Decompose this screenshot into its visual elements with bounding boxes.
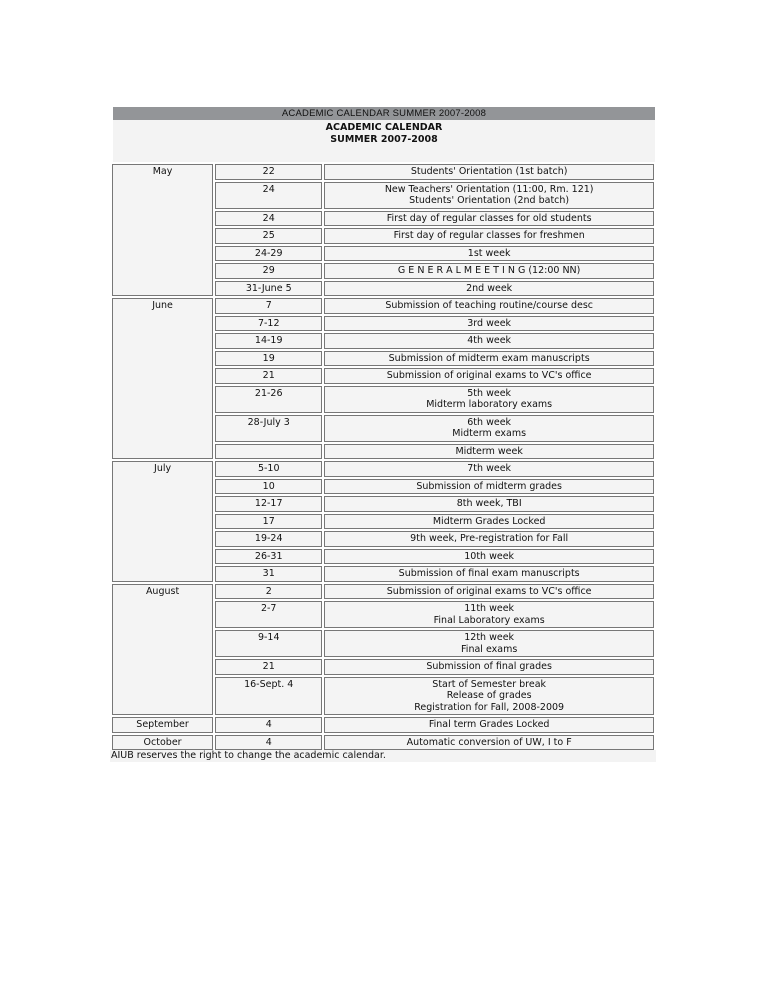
event-cell bbox=[324, 228, 654, 244]
disclaimer-note: AIUB reserves the right to change the academic calendar. bbox=[110, 750, 656, 762]
event-line: 9th week, Pre-registration for Fall bbox=[410, 533, 569, 544]
event-cell bbox=[324, 246, 654, 262]
event-line: Students' Orientation (1st batch) bbox=[410, 166, 568, 177]
event-cell bbox=[324, 351, 654, 367]
event-line: First day of regular classes for freshmen bbox=[393, 230, 585, 241]
event-line: 3rd week bbox=[467, 317, 512, 329]
event-cell bbox=[324, 368, 654, 384]
date-cell: 21 bbox=[215, 368, 322, 384]
event-line: Submission of midterm exam manuscripts bbox=[388, 352, 590, 364]
date-cell: 19-24 bbox=[215, 531, 322, 547]
event-line: Submission of teaching routine/course desc bbox=[385, 300, 593, 311]
event-line: 12th week bbox=[464, 632, 515, 643]
date-cell: 9-14 bbox=[215, 630, 322, 657]
event-cell bbox=[324, 531, 654, 547]
event-cell bbox=[324, 415, 654, 442]
event-line: 5th week bbox=[467, 387, 512, 399]
event-line: Release of grades bbox=[446, 690, 532, 701]
event-line: Submission of midterm grades bbox=[416, 480, 562, 492]
event-line: G E N E R A L M E E T I N G (12:00 NN) bbox=[397, 265, 581, 276]
date-cell: 4 bbox=[215, 717, 322, 733]
event-line: Final Laboratory exams bbox=[433, 614, 545, 626]
date-cell: 31 bbox=[215, 566, 322, 582]
event-line: Final exams bbox=[461, 643, 518, 655]
event-line: Midterm week bbox=[455, 445, 523, 457]
event-line: Automatic conversion of UW, I to F bbox=[406, 736, 572, 748]
event-line: Submission of original exams to VC's office bbox=[386, 585, 592, 597]
event-cell bbox=[324, 659, 654, 675]
date-cell: 2 bbox=[215, 584, 322, 600]
event-line: 2nd week bbox=[466, 282, 513, 294]
month-cell: September bbox=[112, 717, 213, 733]
event-line: Final term Grades Locked bbox=[428, 719, 550, 730]
event-cell bbox=[324, 263, 654, 279]
date-cell: 24-29 bbox=[215, 246, 322, 262]
date-cell: 7-12 bbox=[215, 316, 322, 332]
event-line: 11th week bbox=[464, 603, 515, 614]
date-cell: 7 bbox=[215, 298, 322, 314]
calendar-banner: ACADEMIC CALENDAR SUMMER 2007-2008 bbox=[113, 107, 655, 120]
month-cell: June bbox=[112, 298, 213, 459]
date-cell: 26-31 bbox=[215, 549, 322, 565]
event-line: Submission of original exams to VC's office bbox=[386, 370, 592, 381]
event-cell bbox=[324, 333, 654, 349]
calendar-table-body bbox=[112, 164, 654, 750]
date-cell: 28-July 3 bbox=[215, 415, 322, 442]
table-row bbox=[112, 735, 654, 751]
event-cell bbox=[324, 717, 654, 733]
event-cell bbox=[324, 601, 654, 628]
event-cell bbox=[324, 461, 654, 477]
event-cell bbox=[324, 677, 654, 716]
date-cell: 24 bbox=[215, 211, 322, 227]
calendar-title: ACADEMIC CALENDAR bbox=[325, 122, 443, 133]
event-cell bbox=[324, 630, 654, 657]
event-cell bbox=[324, 479, 654, 495]
event-cell bbox=[324, 735, 654, 751]
date-cell: 12-17 bbox=[215, 496, 322, 512]
date-cell: 4 bbox=[215, 735, 322, 751]
date-cell: 25 bbox=[215, 228, 322, 244]
date-cell bbox=[215, 444, 322, 460]
event-cell bbox=[324, 316, 654, 332]
event-line: Submission of final exam manuscripts bbox=[398, 568, 580, 579]
event-cell bbox=[324, 164, 654, 180]
event-cell bbox=[324, 496, 654, 512]
event-cell bbox=[324, 444, 654, 460]
event-line: 4th week bbox=[467, 335, 512, 346]
table-row bbox=[112, 461, 654, 477]
date-cell: 21-26 bbox=[215, 386, 322, 413]
date-cell: 31-June 5 bbox=[215, 281, 322, 297]
event-line: Registration for Fall, 2008-2009 bbox=[414, 701, 565, 713]
calendar-page bbox=[110, 107, 656, 762]
event-line: 7th week bbox=[467, 463, 512, 474]
date-cell: 19 bbox=[215, 351, 322, 367]
calendar-header bbox=[113, 120, 655, 162]
event-line: Midterm Grades Locked bbox=[432, 515, 546, 527]
table-row bbox=[112, 584, 654, 600]
month-cell: October bbox=[112, 735, 213, 751]
event-cell bbox=[324, 549, 654, 565]
event-cell bbox=[324, 211, 654, 227]
date-cell: 22 bbox=[215, 164, 322, 180]
event-line: Submission of final grades bbox=[426, 661, 552, 672]
date-cell: 16-Sept. 4 bbox=[215, 677, 322, 716]
event-cell bbox=[324, 298, 654, 314]
date-cell: 14-19 bbox=[215, 333, 322, 349]
month-cell: May bbox=[112, 164, 213, 296]
month-cell: August bbox=[112, 584, 213, 716]
date-cell: 24 bbox=[215, 182, 322, 209]
event-line: 1st week bbox=[467, 247, 511, 259]
date-cell: 5-10 bbox=[215, 461, 322, 477]
calendar-subtitle: SUMMER 2007-2008 bbox=[330, 134, 438, 145]
table-row bbox=[112, 717, 654, 733]
event-cell bbox=[324, 566, 654, 582]
month-cell: July bbox=[112, 461, 213, 582]
event-line: Start of Semester break bbox=[432, 678, 547, 690]
date-cell: 29 bbox=[215, 263, 322, 279]
date-cell: 17 bbox=[215, 514, 322, 530]
event-cell bbox=[324, 514, 654, 530]
event-cell bbox=[324, 584, 654, 600]
event-line: New Teachers' Orientation (11:00, Rm. 121) bbox=[384, 183, 594, 195]
event-line: Students' Orientation (2nd batch) bbox=[409, 195, 570, 206]
date-cell: 10 bbox=[215, 479, 322, 495]
event-line: First day of regular classes for old students bbox=[386, 212, 592, 224]
table-row bbox=[112, 164, 654, 180]
date-cell: 2-7 bbox=[215, 601, 322, 628]
event-line: 10th week bbox=[464, 550, 515, 562]
calendar-table bbox=[110, 162, 656, 752]
event-line: Midterm laboratory exams bbox=[426, 399, 553, 410]
table-row bbox=[112, 298, 654, 314]
event-cell bbox=[324, 386, 654, 413]
event-cell bbox=[324, 281, 654, 297]
date-cell: 21 bbox=[215, 659, 322, 675]
event-line: 8th week, TBI bbox=[456, 498, 522, 509]
event-line: Midterm exams bbox=[452, 428, 527, 439]
event-cell bbox=[324, 182, 654, 209]
event-line: 6th week bbox=[467, 416, 512, 428]
